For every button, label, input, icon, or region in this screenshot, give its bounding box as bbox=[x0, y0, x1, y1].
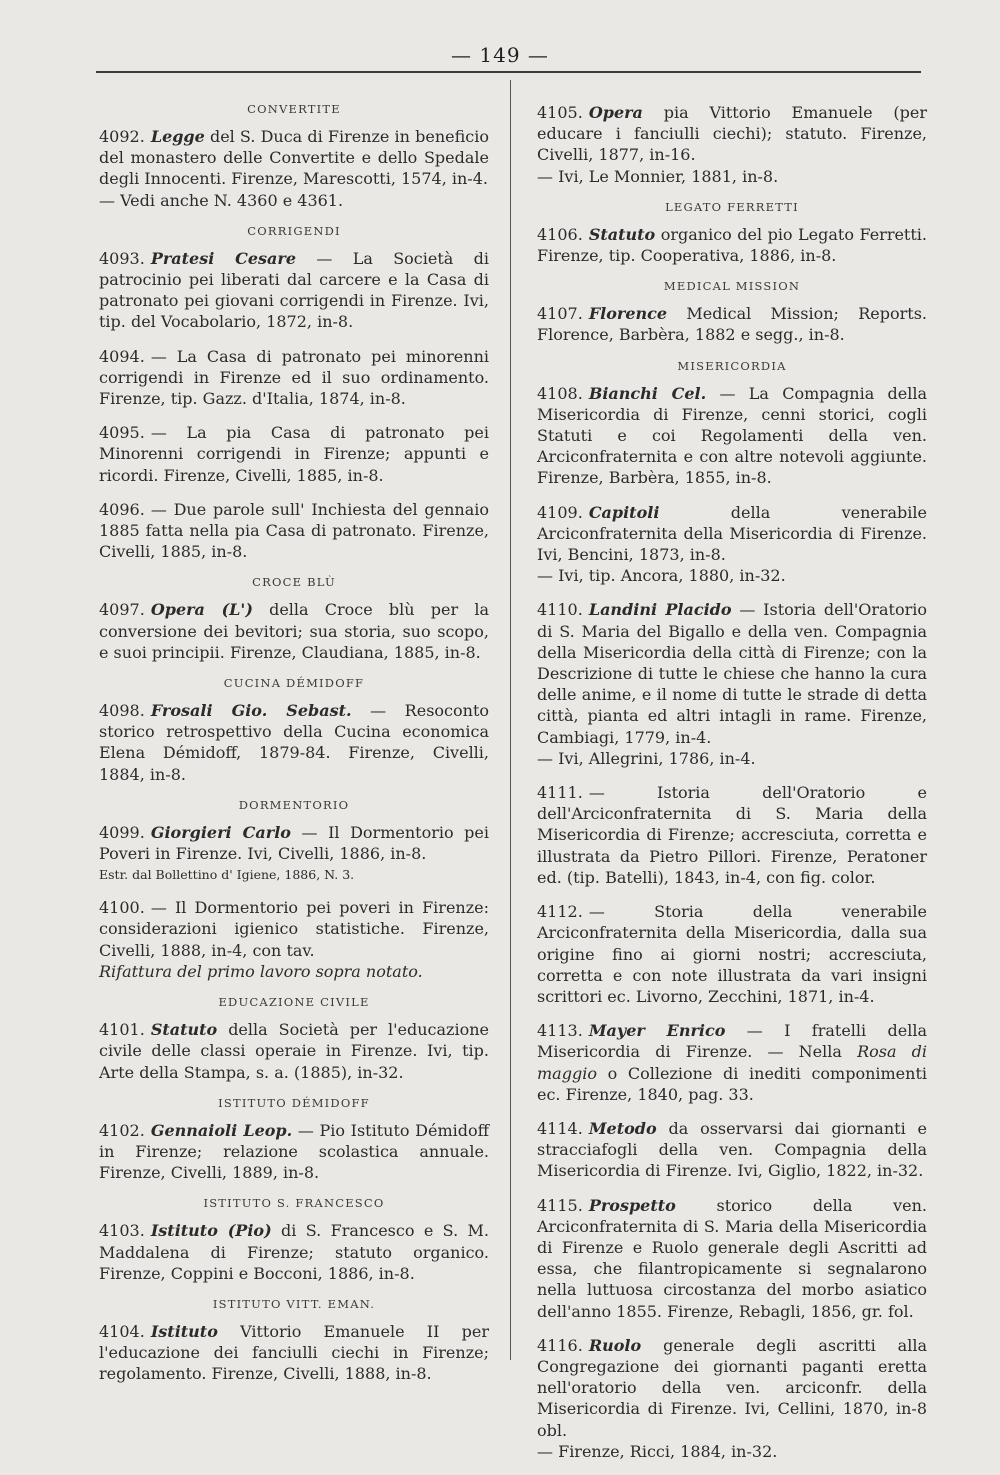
entry-keyword: Istituto bbox=[150, 1321, 218, 1341]
section-heading: ISTITUTO S. FRANCESCO bbox=[203, 1196, 385, 1211]
entry-keyword: Giorgieri Carlo bbox=[150, 822, 291, 842]
entry-number: 4116. bbox=[537, 1335, 583, 1355]
section-heading: CORRIGENDI bbox=[247, 223, 341, 238]
entry-keyword: Metodo bbox=[588, 1118, 657, 1138]
entry-number: 4104. bbox=[99, 1321, 145, 1341]
entry-text: — Istoria dell'Oratorio e dell'Arciconfraternita di S. Maria della Misericordia di Firenze; accresciuta, corretta e illustrata da Pietro Pillori. Firenze, Peratoner ed. (tip. Batelli), 1843, in-4, con fig. color. bbox=[537, 783, 927, 887]
section-heading: ISTITUTO VITT. EMAN. bbox=[212, 1296, 376, 1311]
catalog-entry bbox=[99, 1220, 489, 1284]
entry-keyword: Bianchi Cel. bbox=[588, 383, 707, 403]
catalog-entry bbox=[537, 383, 927, 489]
catalog-entry bbox=[99, 897, 489, 982]
entry-keyword: Mayer Enrico bbox=[588, 1021, 726, 1041]
entry-number: 4097. bbox=[99, 600, 145, 620]
catalog-entry bbox=[537, 502, 927, 587]
catalog-entry bbox=[99, 1321, 489, 1385]
section-heading: EDUCAZIONE CIVILE bbox=[218, 995, 370, 1010]
entry-number: 4093. bbox=[99, 248, 145, 268]
entry-text: della Croce blù per la conversione dei bevitori; sua storia, suo scopo, e suoi principii. Firenze, Claudiana, 1885, in-8. bbox=[99, 600, 489, 662]
entry-keyword: Prospetto bbox=[588, 1195, 676, 1215]
header-rule bbox=[96, 71, 921, 73]
entry-note: Estr. dal Bollettino d' Igiene, 1886, N. 3. bbox=[99, 867, 355, 883]
right-column bbox=[537, 102, 927, 1475]
catalog-entry bbox=[537, 1195, 927, 1322]
catalog-entry bbox=[99, 126, 489, 211]
entry-number: 4106. bbox=[537, 224, 583, 244]
entry-number: 4092. bbox=[99, 127, 145, 146]
entry-text: — La Casa di patronato pei minorenni corrigendi in Firenze ed il suo ordinamento. Firenze, tip. Gazz. d'Italia, 1874, in-8. bbox=[99, 346, 489, 409]
section-heading: DORMENTORIO bbox=[238, 797, 350, 812]
column-divider bbox=[510, 80, 511, 1360]
entry-keyword: Pratesi Cesare bbox=[150, 248, 297, 268]
entry-keyword: Florence bbox=[588, 304, 668, 324]
section-heading: CONVERTITE bbox=[247, 102, 341, 116]
entry-number: 4111. bbox=[537, 783, 583, 803]
catalog-entry bbox=[537, 102, 927, 187]
section-heading: MISERICORDIA bbox=[677, 358, 787, 373]
section-heading: MEDICAL MISSION bbox=[663, 279, 801, 294]
entry-additional-edition: — Ivi, Allegrini, 1786, in-4. bbox=[537, 748, 756, 768]
entry-number: 4115. bbox=[537, 1195, 583, 1215]
entry-keyword: Legge bbox=[150, 127, 205, 146]
section-heading: CROCE BLÙ bbox=[252, 575, 336, 590]
entry-number: 4100. bbox=[99, 898, 145, 918]
entry-number: 4099. bbox=[99, 822, 145, 842]
entry-text: pia Vittorio Emanuele (per educare i fanciulli ciechi); statuto. Firenze, Civelli, 1877, in-16. bbox=[537, 103, 927, 165]
entry-text: organico del pio Legato Ferretti. Firenze, tip. Cooperativa, 1886, in-8. bbox=[537, 224, 927, 266]
catalog-entry bbox=[99, 700, 489, 785]
catalog-entry bbox=[99, 346, 489, 410]
entry-text: da osservarsi dai giornanti e stracciafogli della ven. Compagnia della Misericordia di Firenze. Ivi, Giglio, 1822, in-32. bbox=[537, 1118, 927, 1181]
section-heading: CUCINA DÉMIDOFF bbox=[223, 676, 365, 691]
catalog-entry bbox=[99, 599, 489, 663]
entry-text: — I fratelli della Misericordia di Firenze. — Nella bbox=[537, 1021, 927, 1062]
catalog-entry bbox=[537, 599, 927, 769]
entry-number: 4103. bbox=[99, 1221, 145, 1241]
entry-keyword: Statuto bbox=[588, 224, 656, 244]
entry-number: 4108. bbox=[537, 383, 583, 403]
entry-number: 4101. bbox=[99, 1020, 145, 1040]
entry-text: della Società per l'educazione civile delle classi operaie in Firenze. Ivi, tip. Arte della Stampa, s. a. (1885), in-32. bbox=[99, 1020, 489, 1082]
entry-text: Medical Mission; Reports. Florence, Barbèra, 1882 e segg., in-8. bbox=[537, 304, 927, 345]
catalog-entry bbox=[99, 822, 489, 884]
catalog-entry bbox=[99, 422, 489, 486]
entry-keyword: Capitoli bbox=[588, 502, 660, 522]
catalog-entry bbox=[537, 1335, 927, 1462]
catalog-entry bbox=[537, 782, 927, 888]
catalog-entry bbox=[99, 1019, 489, 1083]
entry-text: — Il Dormentorio pei Poveri in Firenze. Ivi, Civelli, 1886, in-8. bbox=[99, 822, 490, 864]
entry-text: di S. Francesco e S. M. Maddalena di Firenze; statuto organico. Firenze, Coppini e Bocconi, 1886, in-8. bbox=[99, 1221, 490, 1283]
entry-text: — La Compagnia della Misericordia di Firenze, cenni storici, cogli Statuti e coi Regolamenti della ven. Arciconfraternita e con altre notevoli aggiunte. Firenze, Barbèra, 1855, in-8. bbox=[537, 383, 928, 488]
entry-keyword: Istituto (Pio) bbox=[150, 1221, 272, 1241]
catalog-entry bbox=[537, 901, 927, 1007]
entry-text: — La pia Casa di patronato pei Minorenni corrigendi in Firenze; appunti e ricordi. Firenze, Civelli, 1885, in-8. bbox=[99, 423, 489, 485]
entry-text: del S. Duca di Firenze in beneficio del monastero delle Convertite e dello Spedale degli Innocenti. Firenze, Marescotti, 1574, in-4. bbox=[99, 127, 489, 189]
entry-text: — Pio Istituto Démidoff in Firenze; relazione scolastica annuale. Firenze, Civelli, 1889, in-8. bbox=[99, 1120, 489, 1183]
entry-text-continued: o Collezione di inediti componimenti ec. Firenze, 1840, pag. 33. bbox=[537, 1063, 927, 1104]
entry-number: 4114. bbox=[537, 1118, 583, 1138]
catalog-entry bbox=[99, 248, 489, 333]
entry-text: — Storia della venerabile Arciconfraternita della Misericordia, dalla sua origine fino ai giorni nostri; accresciuta, corretta e con note illustrata da vari insigni scrittori ec. Livorno, Zecchini, 1871, in-4. bbox=[537, 902, 927, 1006]
entry-keyword: Opera bbox=[588, 103, 643, 122]
entry-text: — Resoconto storico retrospettivo della Cucina economica Elena Démidoff, 1879-84. Firenze, Civelli, 1884, in-8. bbox=[99, 701, 489, 784]
catalog-entry bbox=[537, 303, 927, 345]
entry-number: 4102. bbox=[99, 1120, 145, 1140]
entry-text: generale degli ascritti alla Congregazione dei giornanti paganti eretta nell'oratorio della ven. arciconfr. della Misericordia di Firenze. Ivi, Cellini, 1870, in-8 obl. bbox=[537, 1335, 927, 1440]
entry-keyword: Landini Placido bbox=[588, 600, 732, 620]
entry-text: — Istoria dell'Oratorio di S. Maria del Bigallo e della ven. Compagnia della Misericordia della città di Firenze; con la Descrizione di tutte le chiese che hanno la cura delle anime, e il nome di tutte le strade di detta città, pianta ed altri intagli in rame. Firenze, Cambiagi, 1779, in-4. bbox=[537, 600, 927, 747]
entry-additional-edition: — Ivi, tip. Ancora, 1880, in-32. bbox=[537, 566, 786, 586]
entry-number: 4105. bbox=[537, 103, 583, 122]
catalog-entry bbox=[537, 1020, 927, 1105]
catalog-entry bbox=[99, 1120, 489, 1184]
entry-number: 4112. bbox=[537, 902, 583, 922]
section-heading: LEGATO FERRETTI bbox=[665, 199, 799, 214]
entry-number: 4110. bbox=[537, 600, 583, 620]
entry-text: — La Società di patrocinio pei liberati dal carcere e la Casa di patronato pei giovani corrigendi in Firenze. Ivi, tip. del Vocabolario, 1872, in-8. bbox=[99, 248, 489, 332]
entry-keyword: Statuto bbox=[150, 1020, 218, 1040]
entry-number: 4109. bbox=[537, 502, 583, 522]
entry-additional-edition: — Vedi anche N. 4360 e 4361. bbox=[99, 190, 344, 210]
entry-text: Vittorio Emanuele II per l'educazione dei fanciulli ciechi in Firenze; regolamento. Firenze, Civelli, 1888, in-8. bbox=[99, 1321, 489, 1384]
entry-additional-edition: — Ivi, Le Monnier, 1881, in-8. bbox=[537, 166, 779, 186]
left-column bbox=[99, 102, 489, 1398]
entry-keyword: Ruolo bbox=[588, 1335, 642, 1355]
entry-additional-edition: — Firenze, Ricci, 1884, in-32. bbox=[537, 1441, 778, 1461]
page-number: — 149 — bbox=[451, 43, 549, 67]
catalog-entry bbox=[537, 1118, 927, 1182]
entry-number: 4094. bbox=[99, 346, 145, 366]
entry-number: 4098. bbox=[99, 701, 145, 721]
entry-text: — Due parole sull' Inchiesta del gennaio 1885 fatta nella pia Casa di patronato. Firenze, Civelli, 1885, in-8. bbox=[99, 499, 489, 562]
entry-keyword: Gennaioli Leop. bbox=[150, 1120, 293, 1140]
entry-number: 4113. bbox=[537, 1021, 583, 1041]
entry-text: della venerabile Arciconfraternita della Misericordia di Firenze. Ivi, Bencini, 1873, in-8. bbox=[537, 502, 927, 565]
entry-number: 4095. bbox=[99, 423, 145, 443]
catalog-entry bbox=[537, 224, 927, 266]
entry-number: 4096. bbox=[99, 499, 145, 519]
section-heading: ISTITUTO DÉMIDOFF bbox=[218, 1095, 370, 1110]
entry-keyword: Opera (L') bbox=[150, 600, 253, 620]
entry-keyword: Frosali Gio. Sebast. bbox=[150, 701, 352, 721]
entry-text: storico della ven. Arciconfraternita di S. Maria della Misericordia di Firenze e Ruolo generale degli Ascritti ad essa, che filantropicamente si segnalarono nella luttuosa circostanza del morbo asiatico dell'anno 1855. Firenze, Rebagli, 1856, gr. fol. bbox=[537, 1195, 927, 1321]
catalog-entry bbox=[99, 499, 489, 563]
entry-number: 4107. bbox=[537, 304, 583, 324]
entry-text: — Il Dormentorio pei poveri in Firenze: considerazioni igienico statistiche. Firenze, Civelli, 1888, in-4, con tav. bbox=[99, 898, 489, 960]
entry-remark: Rifattura del primo lavoro sopra notato. bbox=[99, 961, 423, 981]
entry-italic-title: Rosa di maggio bbox=[537, 1042, 927, 1083]
